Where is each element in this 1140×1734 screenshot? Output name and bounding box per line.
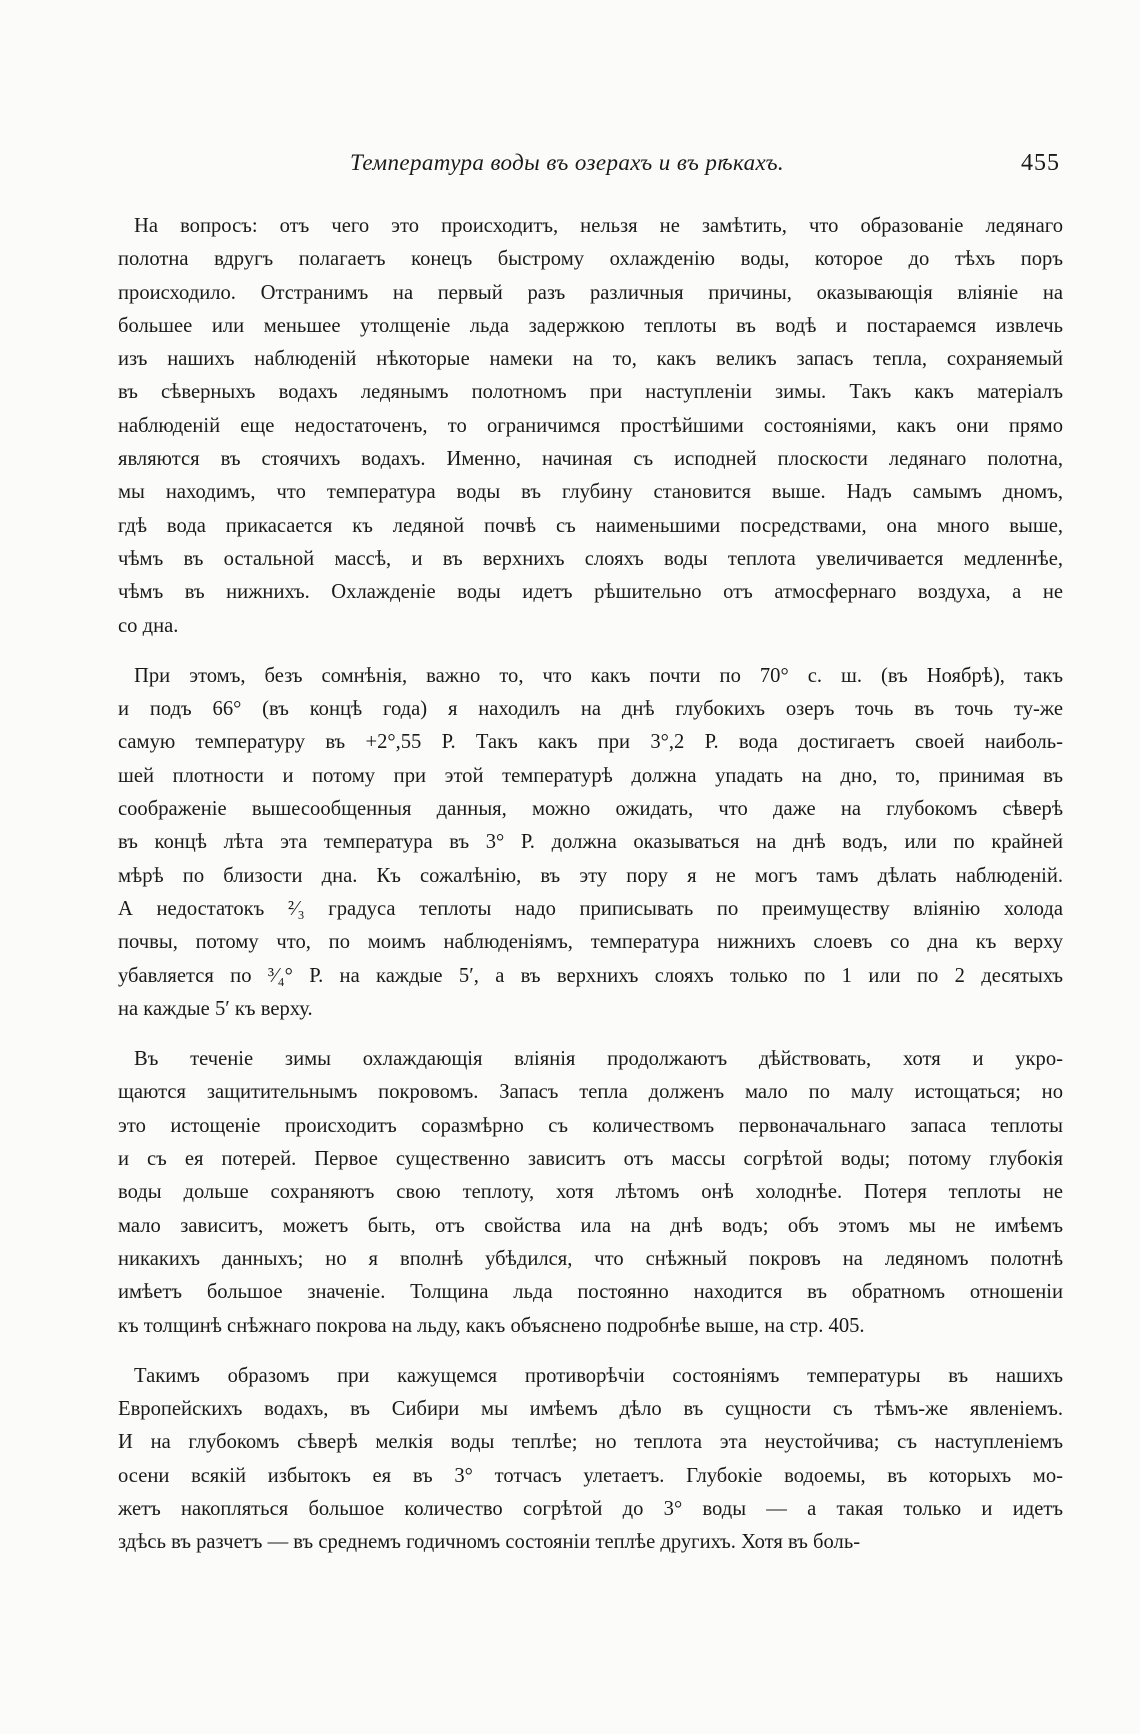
paragraph [118,1360,1063,1560]
text-line: къ толщинѣ снѣжнаго покрова на льду, какъ объяснено подробнѣе выше, на стр. 405. [118,1314,865,1337]
paragraph [118,660,1063,1026]
text-line: почвы, потому что, по моимъ наблюденіямъ, температура нижнихъ слоевъ со дна къ верху [118,931,1063,954]
text-line: это истощеніе происходитъ соразмѣрно съ количествомъ первоначальнаго запаса теплоты [118,1114,1063,1137]
text-line: Такимъ образомъ при кажущемся противорѣчіи состояніямъ температуры въ нашихъ [134,1364,1063,1387]
text-line: въ сѣверныхъ водахъ ледянымъ полотномъ при наступленіи зимы. Такъ какъ матеріалъ [118,381,1063,404]
text-line: убавляется по ³⁄₄° Р. на каждые 5′, а въ верхнихъ слояхъ только по 1 или по 2 десятыхъ [118,964,1063,987]
text-line: щаются защитительнымъ покровомъ. Запасъ тепла долженъ мало по малу истощаться; но [118,1081,1063,1104]
text-line: наблюденій еще недостаточенъ, то ограничимся простѣйшими состояніями, какъ они прямо [118,414,1063,437]
text-line: чѣмъ въ остальной массѣ, и въ верхнихъ слояхъ воды теплота увеличивается медленнѣе, [118,547,1063,570]
text-line: и съ ея потерей. Первое существенно зависитъ отъ массы согрѣтой воды; потому глубокія [118,1148,1063,1171]
text-line: большее или меньшее утолщеніе льда задержкою теплоты въ водѣ и постараемся извлечь [118,314,1063,337]
text-line: на каждые 5′ къ верху. [118,997,313,1020]
text-line: полотна вдругъ полагаетъ конецъ быстрому охлажденію воды, которое до тѣхъ поръ [118,248,1063,271]
text-line: соображеніе вышесообщенныя данныя, можно ожидать, что даже на глубокомъ сѣверѣ [118,798,1063,821]
text-line: здѣсь въ разчетъ — въ среднемъ годичномъ состояніи теплѣе другихъ. Хотя въ боль- [118,1531,861,1554]
text-line: въ концѣ лѣта эта температура въ 3° Р. должна оказываться на днѣ водъ, или по крайней [118,831,1063,854]
text-line: со дна. [118,614,179,637]
text-line: чѣмъ въ нижнихъ. Охлажденіе воды идетъ рѣшительно отъ атмосфернаго воздуха, а не [118,581,1063,604]
text-line: А недостатокъ ²⁄₃ градуса теплоты надо приписывать по преимуществу вліянію холода [118,897,1063,920]
text-line: изъ нашихъ наблюденій нѣкоторые намеки на то, какъ великъ запасъ тепла, сохраняемый [118,348,1063,371]
text-line: При этомъ, безъ сомнѣнія, важно то, что какъ почти по 70° с. ш. (въ Ноябрѣ), такъ [134,664,1063,687]
text-line: шей плотности и потому при этой температурѣ должна упадать на дно, то, принимая въ [118,764,1063,787]
text-line: жетъ накопляться большое количество согрѣтой до 3° воды — а такая только и идетъ [118,1497,1063,1520]
text-line: Въ теченіе зимы охлаждающія вліянія продолжаютъ дѣйствовать, хотя и укро- [134,1048,1063,1071]
page-number: 455 [1021,150,1060,176]
text-line: осени всякій избытокъ ея въ 3° тотчасъ улетаетъ. Глубокіе водоемы, въ которыхъ мо- [118,1464,1063,1487]
text-line: И на глубокомъ сѣверѣ мелкія воды теплѣе; но теплота эта неустойчива; съ наступленіемъ [118,1431,1063,1454]
text-line: имѣетъ большое значеніе. Толщина льда постоянно находится въ обратномъ отношеніи [118,1281,1063,1304]
text-line: воды дольше сохраняютъ свою теплоту, хотя лѣтомъ онѣ холоднѣе. Потеря теплоты не [118,1181,1063,1204]
body-text [118,210,1063,1577]
text-line: мы находимъ, что температура воды въ глубину становится выше. Надъ самымъ дномъ, [118,481,1063,504]
text-line: На вопросъ: отъ чего это происходитъ, нельзя не замѣтить, что образованіе ледянаго [134,215,1063,237]
paragraph [118,1043,1063,1343]
text-line: и подъ 66° (въ концѣ года) я находилъ на днѣ глубокихъ озеръ точь въ точь ту-же [118,698,1063,721]
text-line: мало зависитъ, можетъ быть, отъ свойства ила на днѣ водъ; объ этомъ мы не имѣемъ [118,1214,1063,1237]
text-line: никакихъ данныхъ; но я вполнѣ убѣдился, что снѣжный покровъ на ледяномъ полотнѣ [118,1247,1063,1270]
text-line: Европейскихъ водахъ, въ Сибири мы имѣемъ дѣло въ сущности съ тѣмъ-же явленіемъ. [118,1398,1063,1421]
running-title: Температура воды въ озерахъ и въ рѣкахъ. [350,150,785,175]
paragraph [118,210,1063,643]
running-header [110,150,1060,190]
text-line: являются въ стоячихъ водахъ. Именно, начиная съ исподней плоскости ледянаго полотна, [118,448,1063,471]
text-line: происходило. Отстранимъ на первый разъ различныя причины, оказывающія вліяніе на [118,281,1063,304]
text-line: мѣрѣ по близости дна. Къ сожалѣнію, въ эту пору я не могъ тамъ дѣлать наблюденій. [118,864,1063,887]
text-line: самую температуру въ +2°,55 Р. Такъ какъ при 3°,2 Р. вода достигаетъ своей наиболь- [118,731,1063,754]
text-line: гдѣ вода прикасается къ ледяной почвѣ съ наименьшими посредствами, она много выше, [118,514,1063,537]
